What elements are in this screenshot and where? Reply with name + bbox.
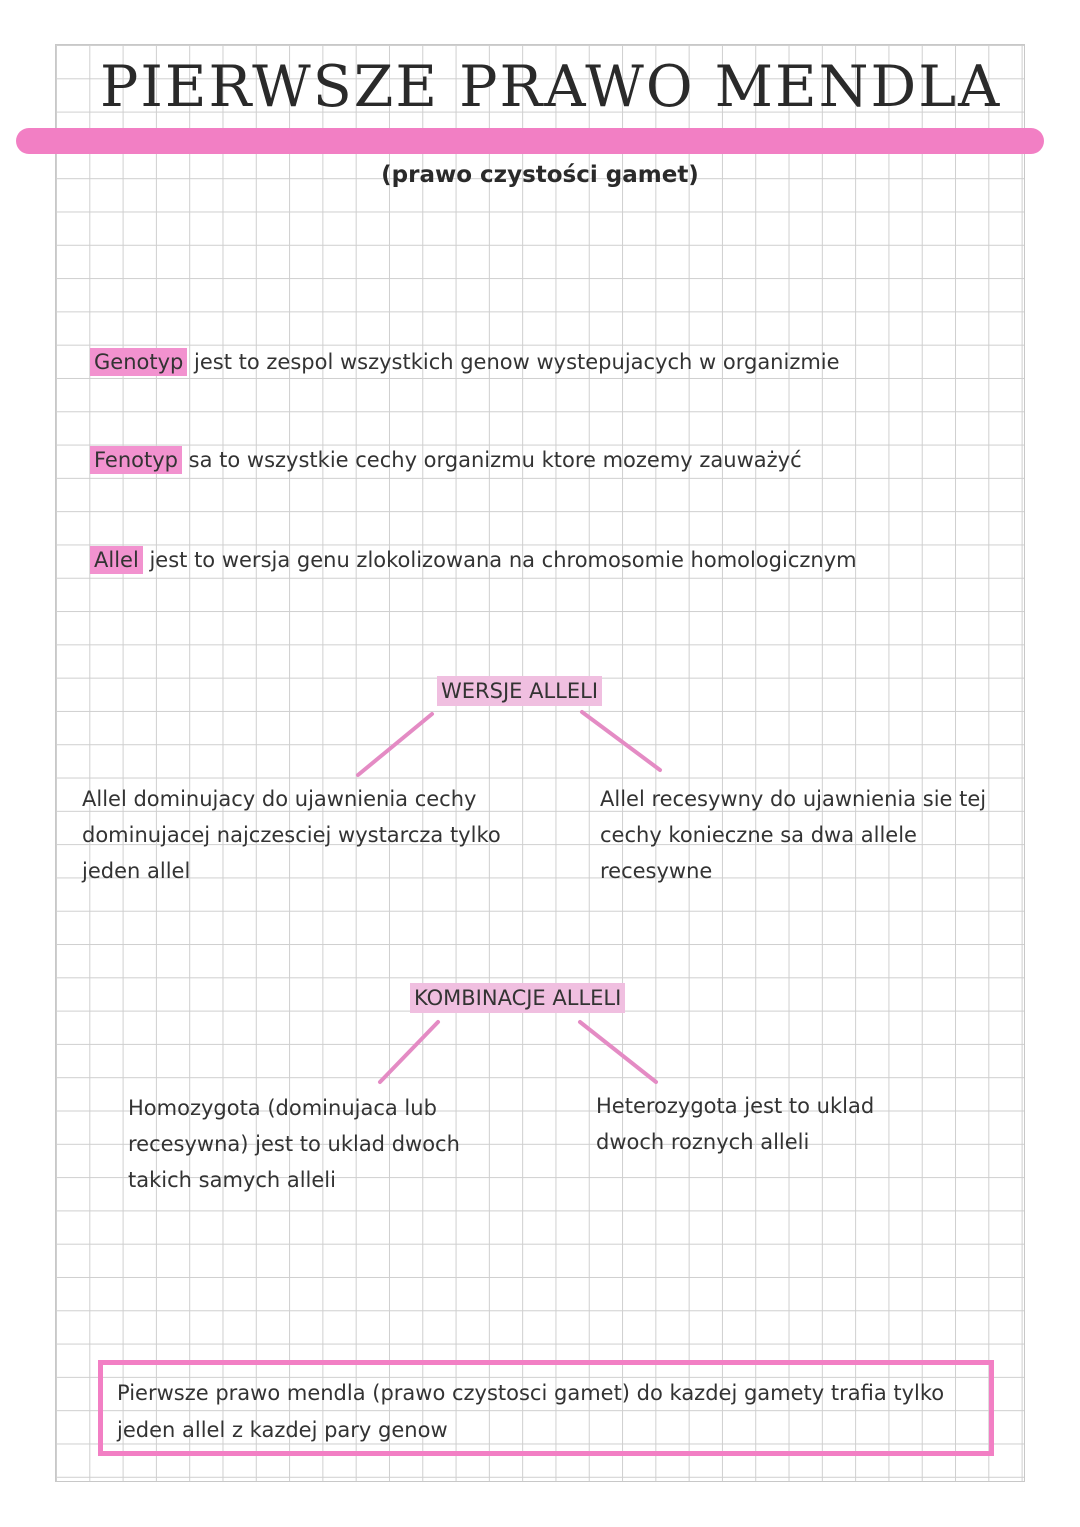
allele-recessive-text: Allel recesywny do ujawnienia sie tej cechy konieczne sa dwa allele recesywne <box>600 787 987 883</box>
connector-left-combinations <box>380 1022 438 1082</box>
label-allele-versions: WERSJE ALLELI <box>437 676 602 706</box>
summary-text: Pierwsze prawo mendla (prawo czystosci gamet) do kazdej gamety trafia tylko jeden allel z kazdej pary genow <box>117 1381 945 1442</box>
connector-right-versions <box>582 712 660 770</box>
allele-dominant-text: Allel dominujacy do ujawnienia cechy dominujacej najczesciej wystarcza tylko jeden allel <box>82 787 501 883</box>
page-title: PIERWSZE PRAWO MENDLA <box>100 54 1002 120</box>
definition-text: jest to zespol wszystkich genow wystepujacych w organizmie <box>187 350 840 374</box>
label-allele-combinations: KOMBINACJE ALLELI <box>410 983 625 1013</box>
term-highlight: Allel <box>90 546 143 574</box>
page-subtitle: (prawo czystości gamet) <box>381 162 699 188</box>
definition-text: jest to wersja genu zlokolizowana na chromosomie homologicznym <box>142 548 857 572</box>
term-highlight: Fenotyp <box>90 446 182 474</box>
term-highlight: Genotyp <box>90 348 187 376</box>
connector-left-versions <box>358 714 432 775</box>
connector-right-combinations <box>580 1022 656 1082</box>
heterozygote-text: Heterozygota jest to uklad dwoch roznych alleli <box>596 1094 875 1154</box>
definition-text: sa to wszystkie cechy organizmu ktore mozemy zauważyć <box>182 448 802 472</box>
homozygote-text: Homozygota (dominujaca lub recesywna) jest to uklad dwoch takich samych alleli <box>128 1096 460 1192</box>
summary-box <box>98 1360 994 1456</box>
